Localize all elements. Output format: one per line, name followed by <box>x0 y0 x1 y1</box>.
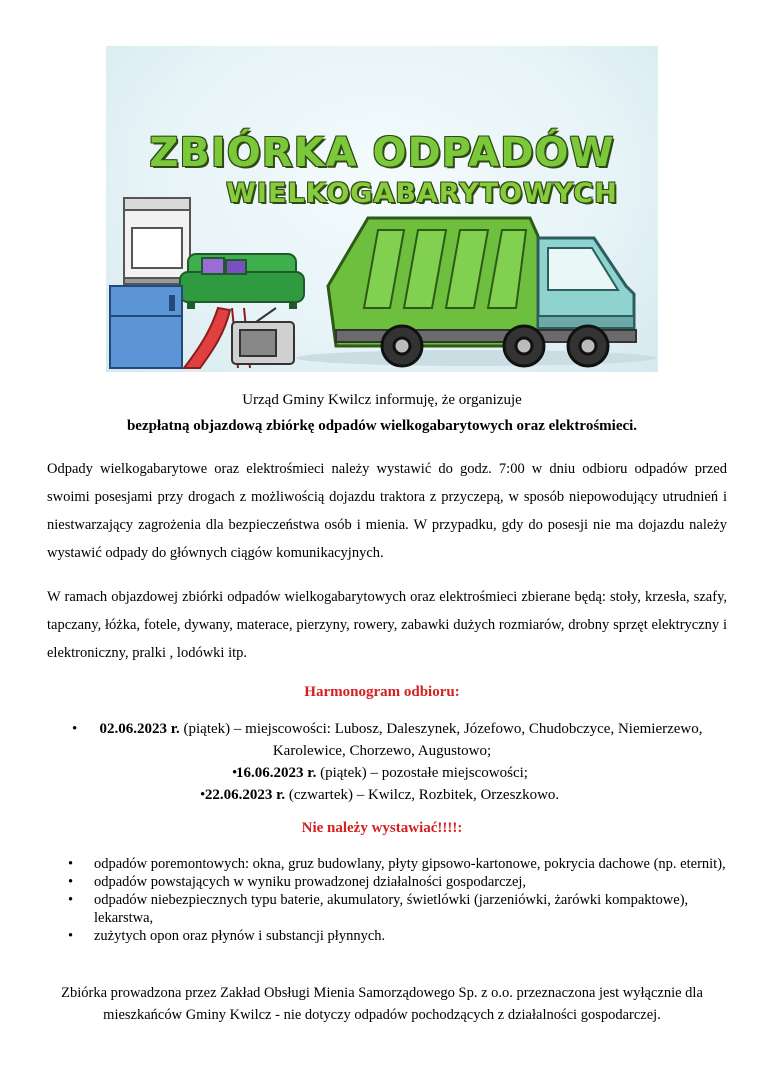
banner-illustration <box>106 46 658 372</box>
list-item <box>68 873 728 891</box>
bullet-icon: • <box>68 928 74 944</box>
list-item <box>68 891 728 927</box>
banner-subtitle: WIELKOGABARYTOWYCH <box>226 178 618 209</box>
schedule-date: 02.06.2023 r. <box>99 721 180 737</box>
bullet-icon: • <box>68 892 74 908</box>
banner-title: ZBIÓRKA ODPADÓW <box>149 130 615 176</box>
footer-note: Zbiórka prowadzona przez Zakład Obsługi Mienia Samorządowego Sp. z o.o. przeznaczona jest wyłącznie dla mieszkańców Gminy Kwilcz - nie dotyczy odpadów pochodzących z działalności gospodarczej. <box>61 985 703 1023</box>
schedule-date: 16.06.2023 r. <box>236 765 317 781</box>
schedule-item <box>40 718 724 762</box>
intro-line: Urząd Gminy Kwilcz informuję, że organizuje <box>242 392 522 408</box>
stove-icon <box>124 198 190 284</box>
bullet-icon: • <box>232 765 238 781</box>
list-item <box>68 855 728 873</box>
schedule-text: (piątek) – miejscowości: Lubosz, Daleszynek, Józefowo, Chudobczyce, Niemierzewo, <box>179 721 703 737</box>
schedule-heading: Harmonogram odbioru: <box>304 684 460 700</box>
list-item-text: odpadów poremontowych: okna, gruz budowlany, płyty gipsowo-kartonowe, pokrycia dachowe (np. eternit), <box>94 856 726 872</box>
intro-headline: bezpłatną objazdową zbiórkę odpadów wielkogabarytowych oraz elektrośmieci. <box>126 418 638 434</box>
list-item-text: odpadów powstających w wyniku prowadzonej działalności gospodarczej, <box>94 874 527 890</box>
garbage-truck-illustration <box>106 46 658 372</box>
schedule-text-cont: Karolewice, Chorzewo, Augustowo; <box>272 743 492 759</box>
fridge-icon <box>110 286 182 368</box>
schedule-text: (piątek) – pozostałe miejscowości; <box>316 765 528 781</box>
schedule-item <box>40 784 724 806</box>
exclusions-heading: Nie należy wystawiać!!!!: <box>301 820 463 836</box>
list-item-text: odpadów niebezpiecznych typu baterie, akumulatory, świetlówki (jarzeniówki, żarówki kompaktowe), lekarstwa, <box>94 892 689 926</box>
schedule-item <box>40 762 724 784</box>
schedule-text: (czwartek) – Kwilcz, Rozbitek, Orzeszkowo. <box>285 787 560 803</box>
exclusions-list <box>68 855 728 945</box>
bullet-icon: • <box>68 874 74 890</box>
sofa-icon <box>180 254 304 308</box>
bullet-icon: • <box>72 721 78 737</box>
radio-icon <box>232 308 294 364</box>
list-item <box>68 927 728 945</box>
bullet-icon: • <box>68 856 74 872</box>
instructions-paragraph: Odpady wielkogabarytowe oraz elektrośmieci należy wystawić do godz. 7:00 w dniu odbioru odpadów przed swoimi posesjami przy drogach z możliwością dojazdu traktora z przyczepą, w sposób niepowodujący utrudnień i niestwarzający zagrożenia dla bezpieczeństwa osób i mienia. W przypadku, gdy do posesji nie ma dojazdu należy wystawić odpady do głównych ciągów komunikacyjnych. <box>47 461 727 561</box>
list-item-text: zużytych opon oraz płynów i substancji płynnych. <box>94 928 386 944</box>
schedule-list <box>40 718 724 806</box>
bullet-icon: • <box>200 787 206 803</box>
collected-items-paragraph: W ramach objazdowej zbiórki odpadów wielkogabarytowych oraz elektrośmieci zbierane będą: stoły, krzesła, szafy, tapczany, łóżka, fotele, dywany, materace, pierzyny, rowery, zabawki dużych rozmiarów, drobny sprzęt elektryczny i elektroniczny, pralki , lodówki itp. <box>47 589 727 661</box>
schedule-date: 22.06.2023 r. <box>204 787 286 803</box>
